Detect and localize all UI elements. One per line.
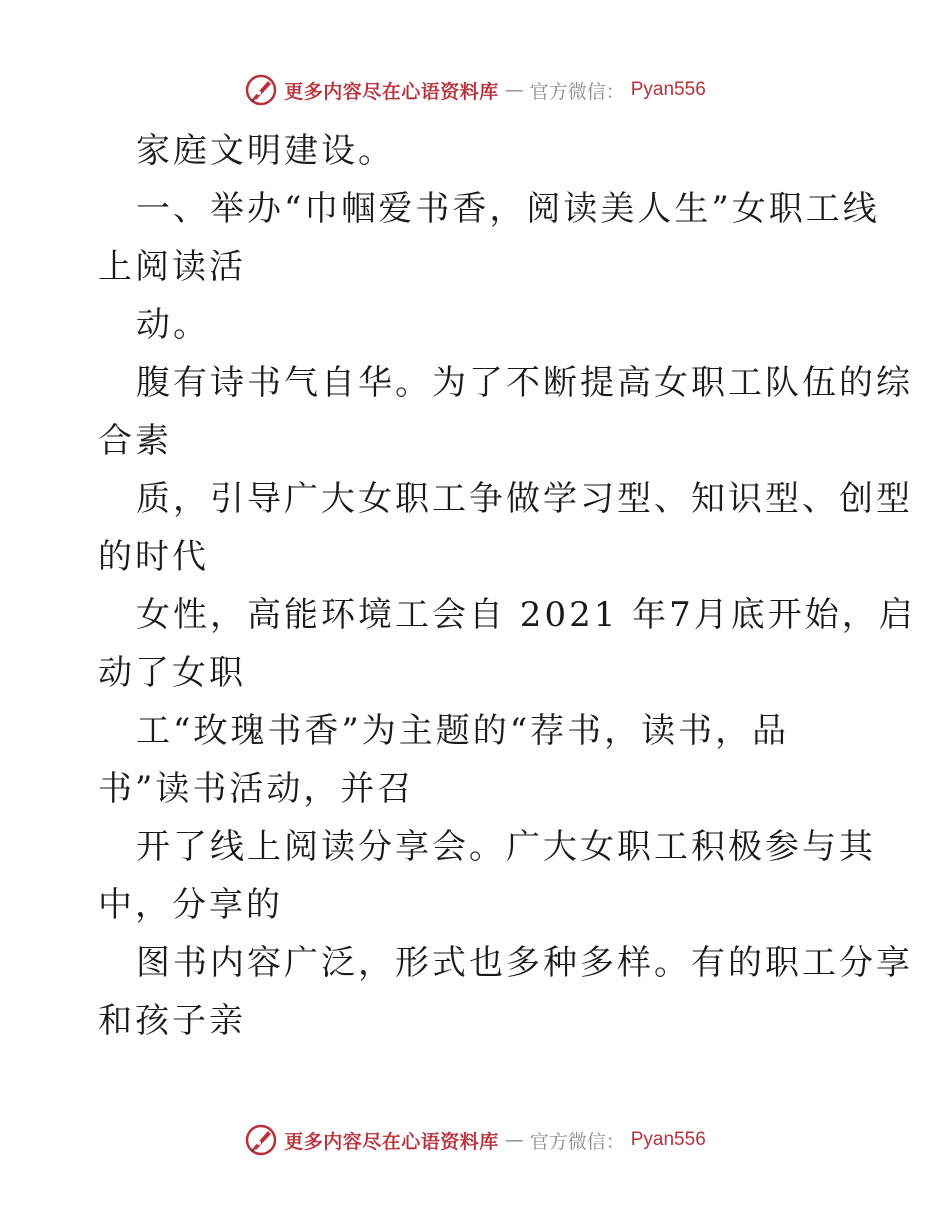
quill-pen-logo-icon <box>244 1123 278 1157</box>
text-line: 中，分享的 <box>98 885 283 925</box>
banner-site-text: 更多内容尽在心语资料库 <box>284 1130 499 1153</box>
text-line: 动。 <box>136 305 210 345</box>
footer-banner <box>0 1120 950 1160</box>
banner-wechat-id: Pyan556 <box>630 1129 706 1150</box>
text-line: 家庭文明建设。 <box>136 131 395 171</box>
header-banner <box>0 70 950 110</box>
banner-wechat-label: 官方微信： <box>529 1130 625 1153</box>
text-line: 合素 <box>98 421 172 461</box>
banner-site-text: 更多内容尽在心语资料库 <box>284 80 499 103</box>
quill-pen-logo-icon <box>244 73 278 107</box>
text-line: 开了线上阅读分享会。广大女职工积极参与其 <box>136 827 876 867</box>
text-line: 上阅读活 <box>98 247 246 287</box>
text-line: 腹有诗书气自华。为了不断提高女职工队伍的综 <box>136 363 913 403</box>
text-line: 质，引导广大女职工争做学习型、知识型、创型 <box>136 479 913 519</box>
banner-separator: — <box>504 79 524 101</box>
text-line: 的时代 <box>98 537 209 577</box>
document-body <box>98 122 916 1050</box>
section-heading: 一、举办“巾帼爱书香，阅读美人生”女职工线 <box>136 189 880 229</box>
banner-wechat-label: 官方微信： <box>529 80 625 103</box>
text-line: 书”读书活动，并召 <box>98 769 415 809</box>
text-line: 图书内容广泛，形式也多种多样。有的职工分享 <box>136 943 913 983</box>
text-line: 动了女职 <box>98 653 246 693</box>
banner-separator: — <box>504 1129 524 1151</box>
text-line: 工“玫瑰书香”为主题的“荐书，读书，品 <box>136 711 790 751</box>
text-line: 和孩子亲 <box>98 1001 246 1041</box>
banner-wechat-id: Pyan556 <box>630 79 706 100</box>
text-line: 女性，高能环境工会自 2021 年7月底开始，启 <box>136 595 916 635</box>
